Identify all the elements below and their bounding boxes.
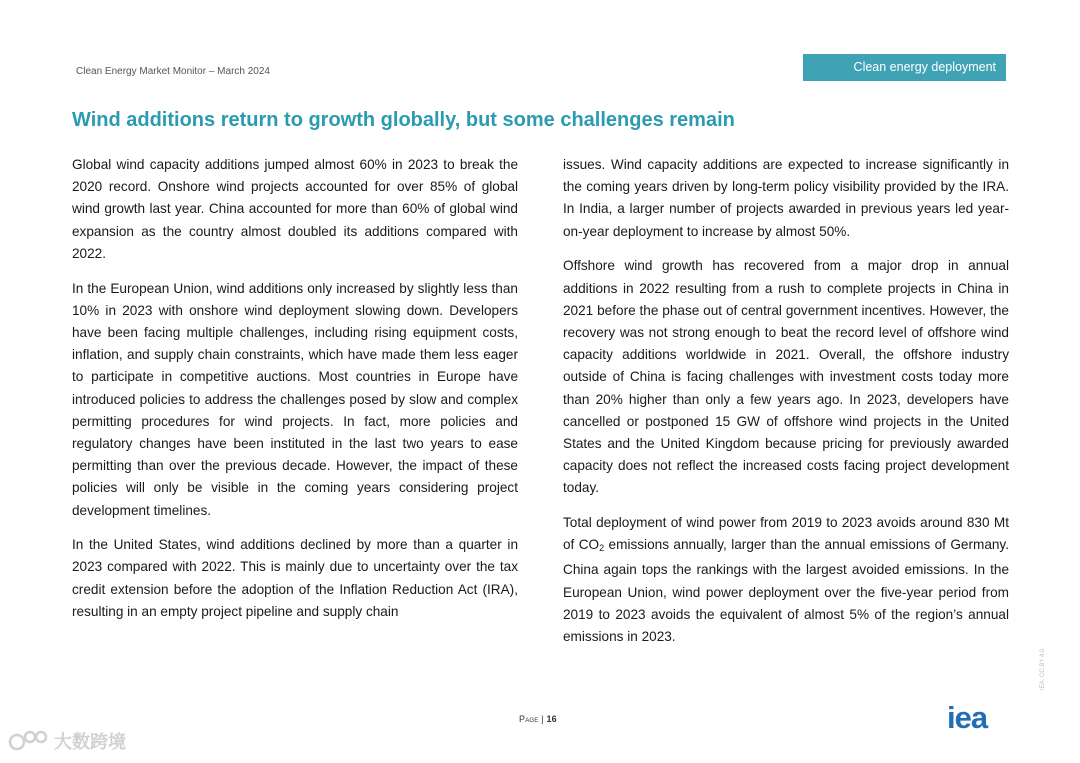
watermark-logo-icon — [8, 728, 48, 754]
page-separator: | — [538, 714, 547, 724]
paragraph-united-states: In the United States, wind additions declined by more than a quarter in 2023 compared with 2022. This is mainly due to uncertainty over the tax credit extension before the adoption of the Inflation Reduction Act (IRA), resulting in an empty project pipeline and supply chain — [72, 537, 518, 619]
right-column — [563, 154, 1009, 661]
paragraph-avoided-emissions — [563, 512, 1009, 648]
co2-subscript: 2 — [599, 543, 605, 554]
left-column — [72, 154, 518, 636]
watermark — [8, 728, 126, 754]
paragraph-united-states-continued: issues. Wind capacity additions are expected to increase significantly in the coming years driven by long-term policy visibility provided by the IRA. In India, a larger number of projects awarded in previous years led year-on-year deployment to increase by almost 50%. — [563, 157, 1009, 239]
page-label: Page — [519, 714, 539, 724]
license-note: IEA. CC BY 4.0. — [1040, 647, 1046, 690]
publication-header: Clean Energy Market Monitor – March 2024 — [76, 66, 270, 77]
iea-logo-text: iea — [947, 701, 988, 733]
emissions-text-before: Total deployment of wind power from 2019 to 2023 avoids around 830 Mt of CO — [563, 515, 1009, 553]
section-tab: Clean energy deployment — [803, 54, 1006, 81]
emissions-text-after: emissions annually, larger than the annual emissions of Germany. China again tops the rankings with the largest avoided emissions. In the European Union, wind power deployment over the five-year period from 2019 to 2023 avoids the equivalent of almost 5% of the region’s annual emissions in 2023. — [563, 537, 1009, 645]
iea-logo — [946, 701, 1010, 733]
paragraph-offshore-wind: Offshore wind growth has recovered from a major drop in annual additions in 2022 resulting from a rush to complete projects in China in 2021 before the phase out of central government incentives. However, the recovery was not strong enough to beat the record level of offshore wind capacity additions worldwide in 2021. Overall, the offshore industry outside of China is facing challenges with investment costs today more than 20% higher than only a few years ago. In 2023, developers have cancelled or postponed 15 GW of offshore wind projects in the United States and the United Kingdom because pricing for previously awarded capacity does not reflect the increased costs facing project development today. — [563, 258, 1009, 496]
page-number — [519, 714, 557, 724]
page-number-value: 16 — [546, 714, 557, 724]
watermark-text: 大数跨境 — [54, 732, 126, 752]
paragraph-global-wind: Global wind capacity additions jumped almost 60% in 2023 to break the 2020 record. Onshore wind projects accounted for over 85% of global wind growth last year. China accounted for more than 60% of global wind expansion as the country almost doubled its additions compared with 2022. — [72, 157, 518, 261]
paragraph-european-union: In the European Union, wind additions only increased by slightly less than 10% in 2023 with onshore wind deployment slowing down. Developers have been facing multiple challenges, including rising equipment costs, inflation, and supply chain constraints, which have made them less eager to participate in competitive auctions. Most countries in Europe have introduced policies to address the challenges posed by slow and complex permitting procedures for wind projects. In fact, more policies and regulatory changes have been instituted in the last two years to ease permitting than over the previous decade. However, the impact of these policies will only be visible in the coming years considering project development timelines. — [72, 280, 518, 518]
page-title: Wind additions return to growth globally, but some challenges remain — [72, 109, 735, 131]
